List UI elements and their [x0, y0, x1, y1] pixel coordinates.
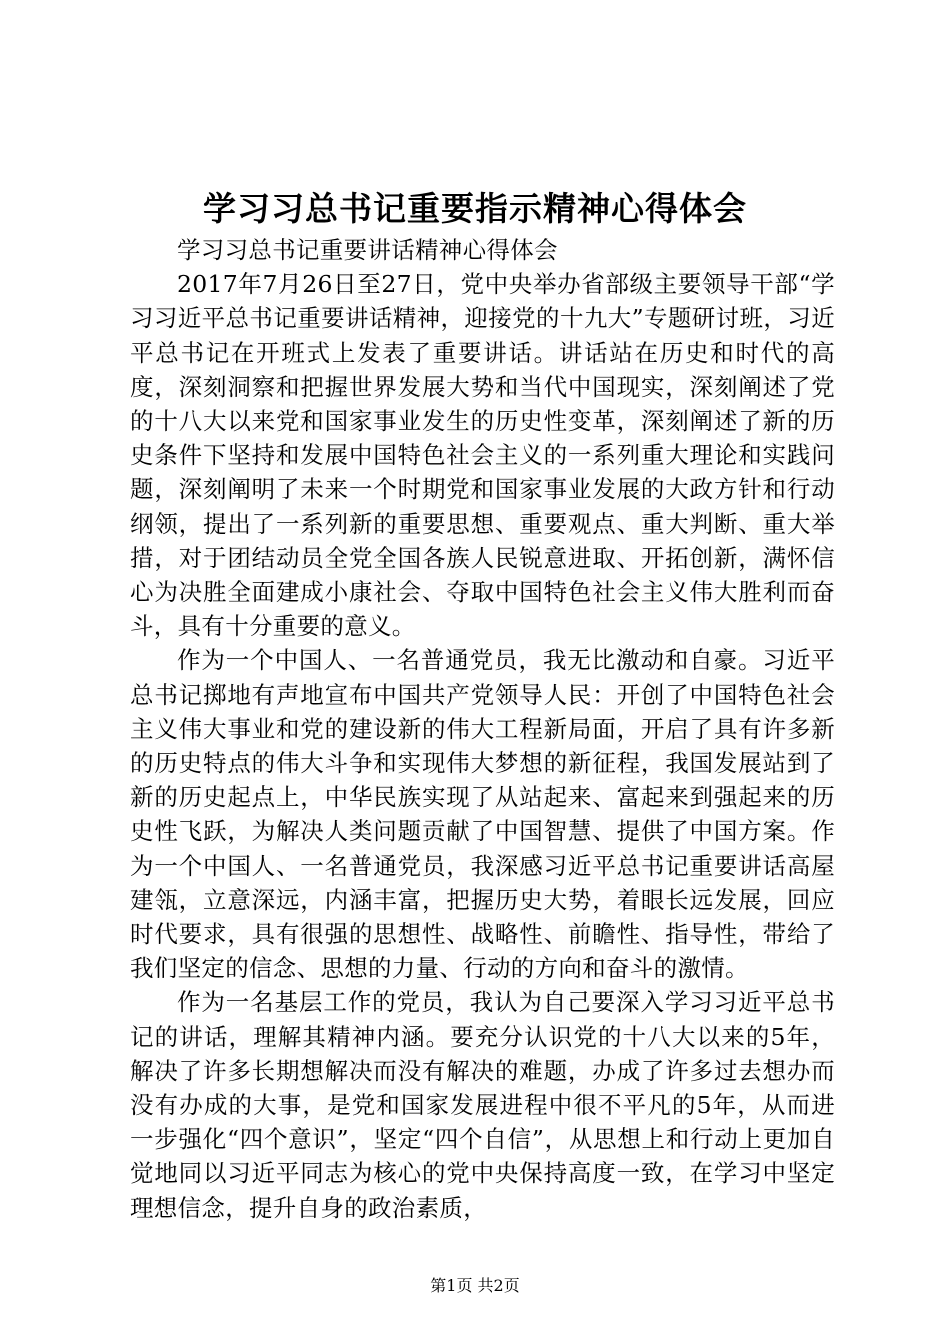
page-number-footer: 第1页 共2页 [430, 1276, 520, 1295]
document-body [130, 233, 835, 1225]
document-subtitle: 学习习总书记重要讲话精神心得体会 [177, 236, 558, 264]
paragraph-3: 作为一名基层工作的党员，我认为自己要深入学习习近平总书记的讲话，理解其精神内涵。要充分认识党的十八大以来的5年，解决了许多长期想解决而没有解决的难题，办成了许多过去想办而没有办成的大事，是党和国家发展进程中很不平凡的5年，从而进一步强化“四个意识”，坚定“四个自信”，从思想上和行动上更加自觉地同以习近平同志为核心的党中央保持高度一致，在学习中坚定理想信念，提升自身的政治素质， [130, 988, 835, 1222]
paragraph-1: 2017年7月26日至27日，党中央举办省部级主要领导干部“学习习近平总书记重要讲话精神，迎接党的十九大”专题研讨班，习近平总书记在开班式上发表了重要讲话。讲话站在历史和时代的高度，深刻洞察和把握世界发展大势和当代中国现实，深刻阐述了党的十八大以来党和国家事业发生的历史性变革，深刻阐述了新的历史条件下坚持和发展中国特色社会主义的一系列重大理论和实践问题，深刻阐明了未来一个时期党和国家事业发展的大政方针和行动纲领，提出了一系列新的重要思想、重要观点、重大判断、重大举措，对于团结动员全党全国各族人民锐意进取、开拓创新，满怀信心为决胜全面建成小康社会、夺取中国特色社会主义伟大胜利而奋斗，具有十分重要的意义。 [130, 270, 835, 641]
document-title: 学习习总书记重要指示精神心得体会 [203, 189, 747, 228]
paragraph-2: 作为一个中国人、一名普通党员，我无比激动和自豪。习近平总书记掷地有声地宣布中国共产党领导人民：开创了中国特色社会主义伟大事业和党的建设新的伟大工程新局面，开启了具有许多新的历史特点的伟大斗争和实现伟大梦想的新征程，我国发展站到了新的历史起点上，中华民族实现了从站起来、富起来到强起来的历史性飞跃，为解决人类问题贡献了中国智慧、提供了中国方案。作为一个中国人、一名普通党员，我深感习近平总书记重要讲话高屋建瓴，立意深远，内涵丰富，把握历史大势，着眼长远发展，回应时代要求，具有很强的思想性、战略性、前瞻性、指导性，带给了我们坚定的信念、思想的力量、行动的方向和奋斗的激情。 [130, 646, 835, 983]
